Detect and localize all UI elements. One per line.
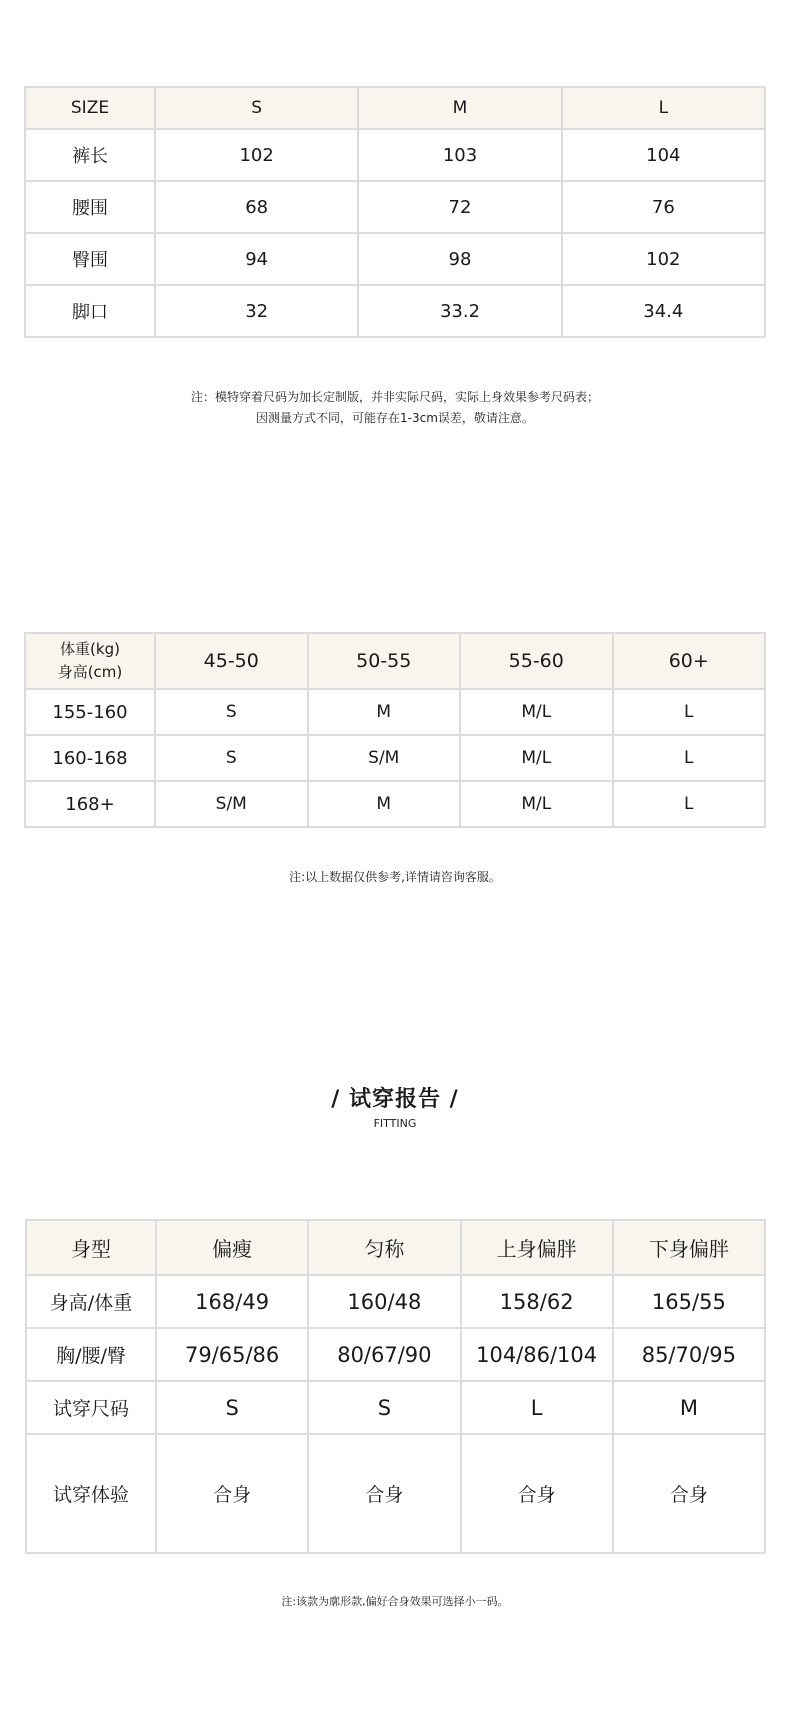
recommended-size: S [155,689,308,735]
size-header-cell: SIZE [25,87,155,129]
fitting-row [26,1328,765,1381]
recommended-size: L [613,689,766,735]
height-axis-label: 身高(cm) [57,663,123,681]
size-chart-note [0,387,790,429]
fitting-report-subtitle: FITTING [373,1117,417,1130]
size-chart-table [24,86,766,338]
measurement-value: 34.4 [562,285,765,337]
size-header-cell: S [155,87,358,129]
measurement-value: 33.2 [358,285,561,337]
measurement-label: 裤长 [25,129,155,181]
weight-range-header: 55-60 [460,633,613,689]
body-type-header: 上身偏胖 [461,1220,613,1275]
recommended-size: L [613,781,766,827]
fitting-value: 合身 [308,1434,460,1553]
measurement-value: 102 [562,233,765,285]
body-type-header: 匀称 [308,1220,460,1275]
height-range-label: 168+ [25,781,155,827]
fitting-report-table [25,1219,766,1554]
size-chart-row [25,233,765,285]
measurement-value: 102 [155,129,358,181]
measurement-value: 94 [155,233,358,285]
fitting-value: 158/62 [461,1275,613,1328]
measurement-value: 98 [358,233,561,285]
height-range-label: 155-160 [25,689,155,735]
fitting-value: S [156,1381,308,1434]
fitting-value: 104/86/104 [461,1328,613,1381]
measurement-label: 腰围 [25,181,155,233]
recommendation-row [25,689,765,735]
fitting-row [26,1434,765,1553]
fitting-value: 80/67/90 [308,1328,460,1381]
weight-range-header: 50-55 [308,633,461,689]
recommended-size: M/L [460,781,613,827]
fitting-row [26,1275,765,1328]
fitting-note: 注:该款为廓形款,偏好合身效果可选择小一码。 [281,1595,509,1608]
fitting-value: S [308,1381,460,1434]
fitting-row-label: 试穿尺码 [26,1381,156,1434]
measurement-label: 脚口 [25,285,155,337]
corner-cell [25,633,155,689]
fitting-value: 168/49 [156,1275,308,1328]
size-chart-row [25,285,765,337]
recommendation-row [25,735,765,781]
fitting-row-label: 胸/腰/臀 [26,1328,156,1381]
fitting-value: 85/70/95 [613,1328,765,1381]
measurement-value: 72 [358,181,561,233]
fitting-value: L [461,1381,613,1434]
fitting-header-row [26,1220,765,1275]
recommendation-note: 注:以上数据仅供参考,详情请咨询客服。 [289,870,501,884]
body-type-header: 下身偏胖 [613,1220,765,1275]
weight-range-header: 60+ [613,633,766,689]
recommended-size: M/L [460,735,613,781]
recommended-size: L [613,735,766,781]
recommended-size: M [308,689,461,735]
fitting-value: 165/55 [613,1275,765,1328]
fitting-row-label: 身高/体重 [26,1275,156,1328]
size-note-line: 注：模特穿着尺码为加长定制版，并非实际尺码，实际上身效果参考尺码表； [190,390,599,404]
size-chart-row [25,181,765,233]
fitting-value: 合身 [156,1434,308,1553]
recommendation-header-row [25,633,765,689]
fitting-row [26,1381,765,1434]
measurement-value: 32 [155,285,358,337]
fitting-report-title: / 试穿报告 / [331,1087,459,1112]
weight-axis-label: 体重(kg) [60,640,120,658]
size-chart-row [25,129,765,181]
fitting-row-label: 试穿体验 [26,1434,156,1553]
recommended-size: M [308,781,461,827]
measurement-label: 臀围 [25,233,155,285]
size-header-cell: L [562,87,765,129]
measurement-value: 68 [155,181,358,233]
fitting-value: 合身 [461,1434,613,1553]
fitting-value: M [613,1381,765,1434]
fitting-value: 合身 [613,1434,765,1553]
recommended-size: S/M [155,781,308,827]
fitting-value: 160/48 [308,1275,460,1328]
recommended-size: S [155,735,308,781]
recommended-size: S/M [308,735,461,781]
body-type-header: 身型 [26,1220,156,1275]
measurement-value: 76 [562,181,765,233]
body-type-header: 偏瘦 [156,1220,308,1275]
weight-range-header: 45-50 [155,633,308,689]
size-recommendation-table [24,632,766,828]
measurement-value: 104 [562,129,765,181]
size-note-line: 因测量方式不同，可能存在1-3cm误差，敬请注意。 [256,411,534,425]
recommended-size: M/L [460,689,613,735]
size-chart-header-row [25,87,765,129]
height-range-label: 160-168 [25,735,155,781]
recommendation-row [25,781,765,827]
fitting-value: 79/65/86 [156,1328,308,1381]
size-header-cell: M [358,87,561,129]
measurement-value: 103 [358,129,561,181]
